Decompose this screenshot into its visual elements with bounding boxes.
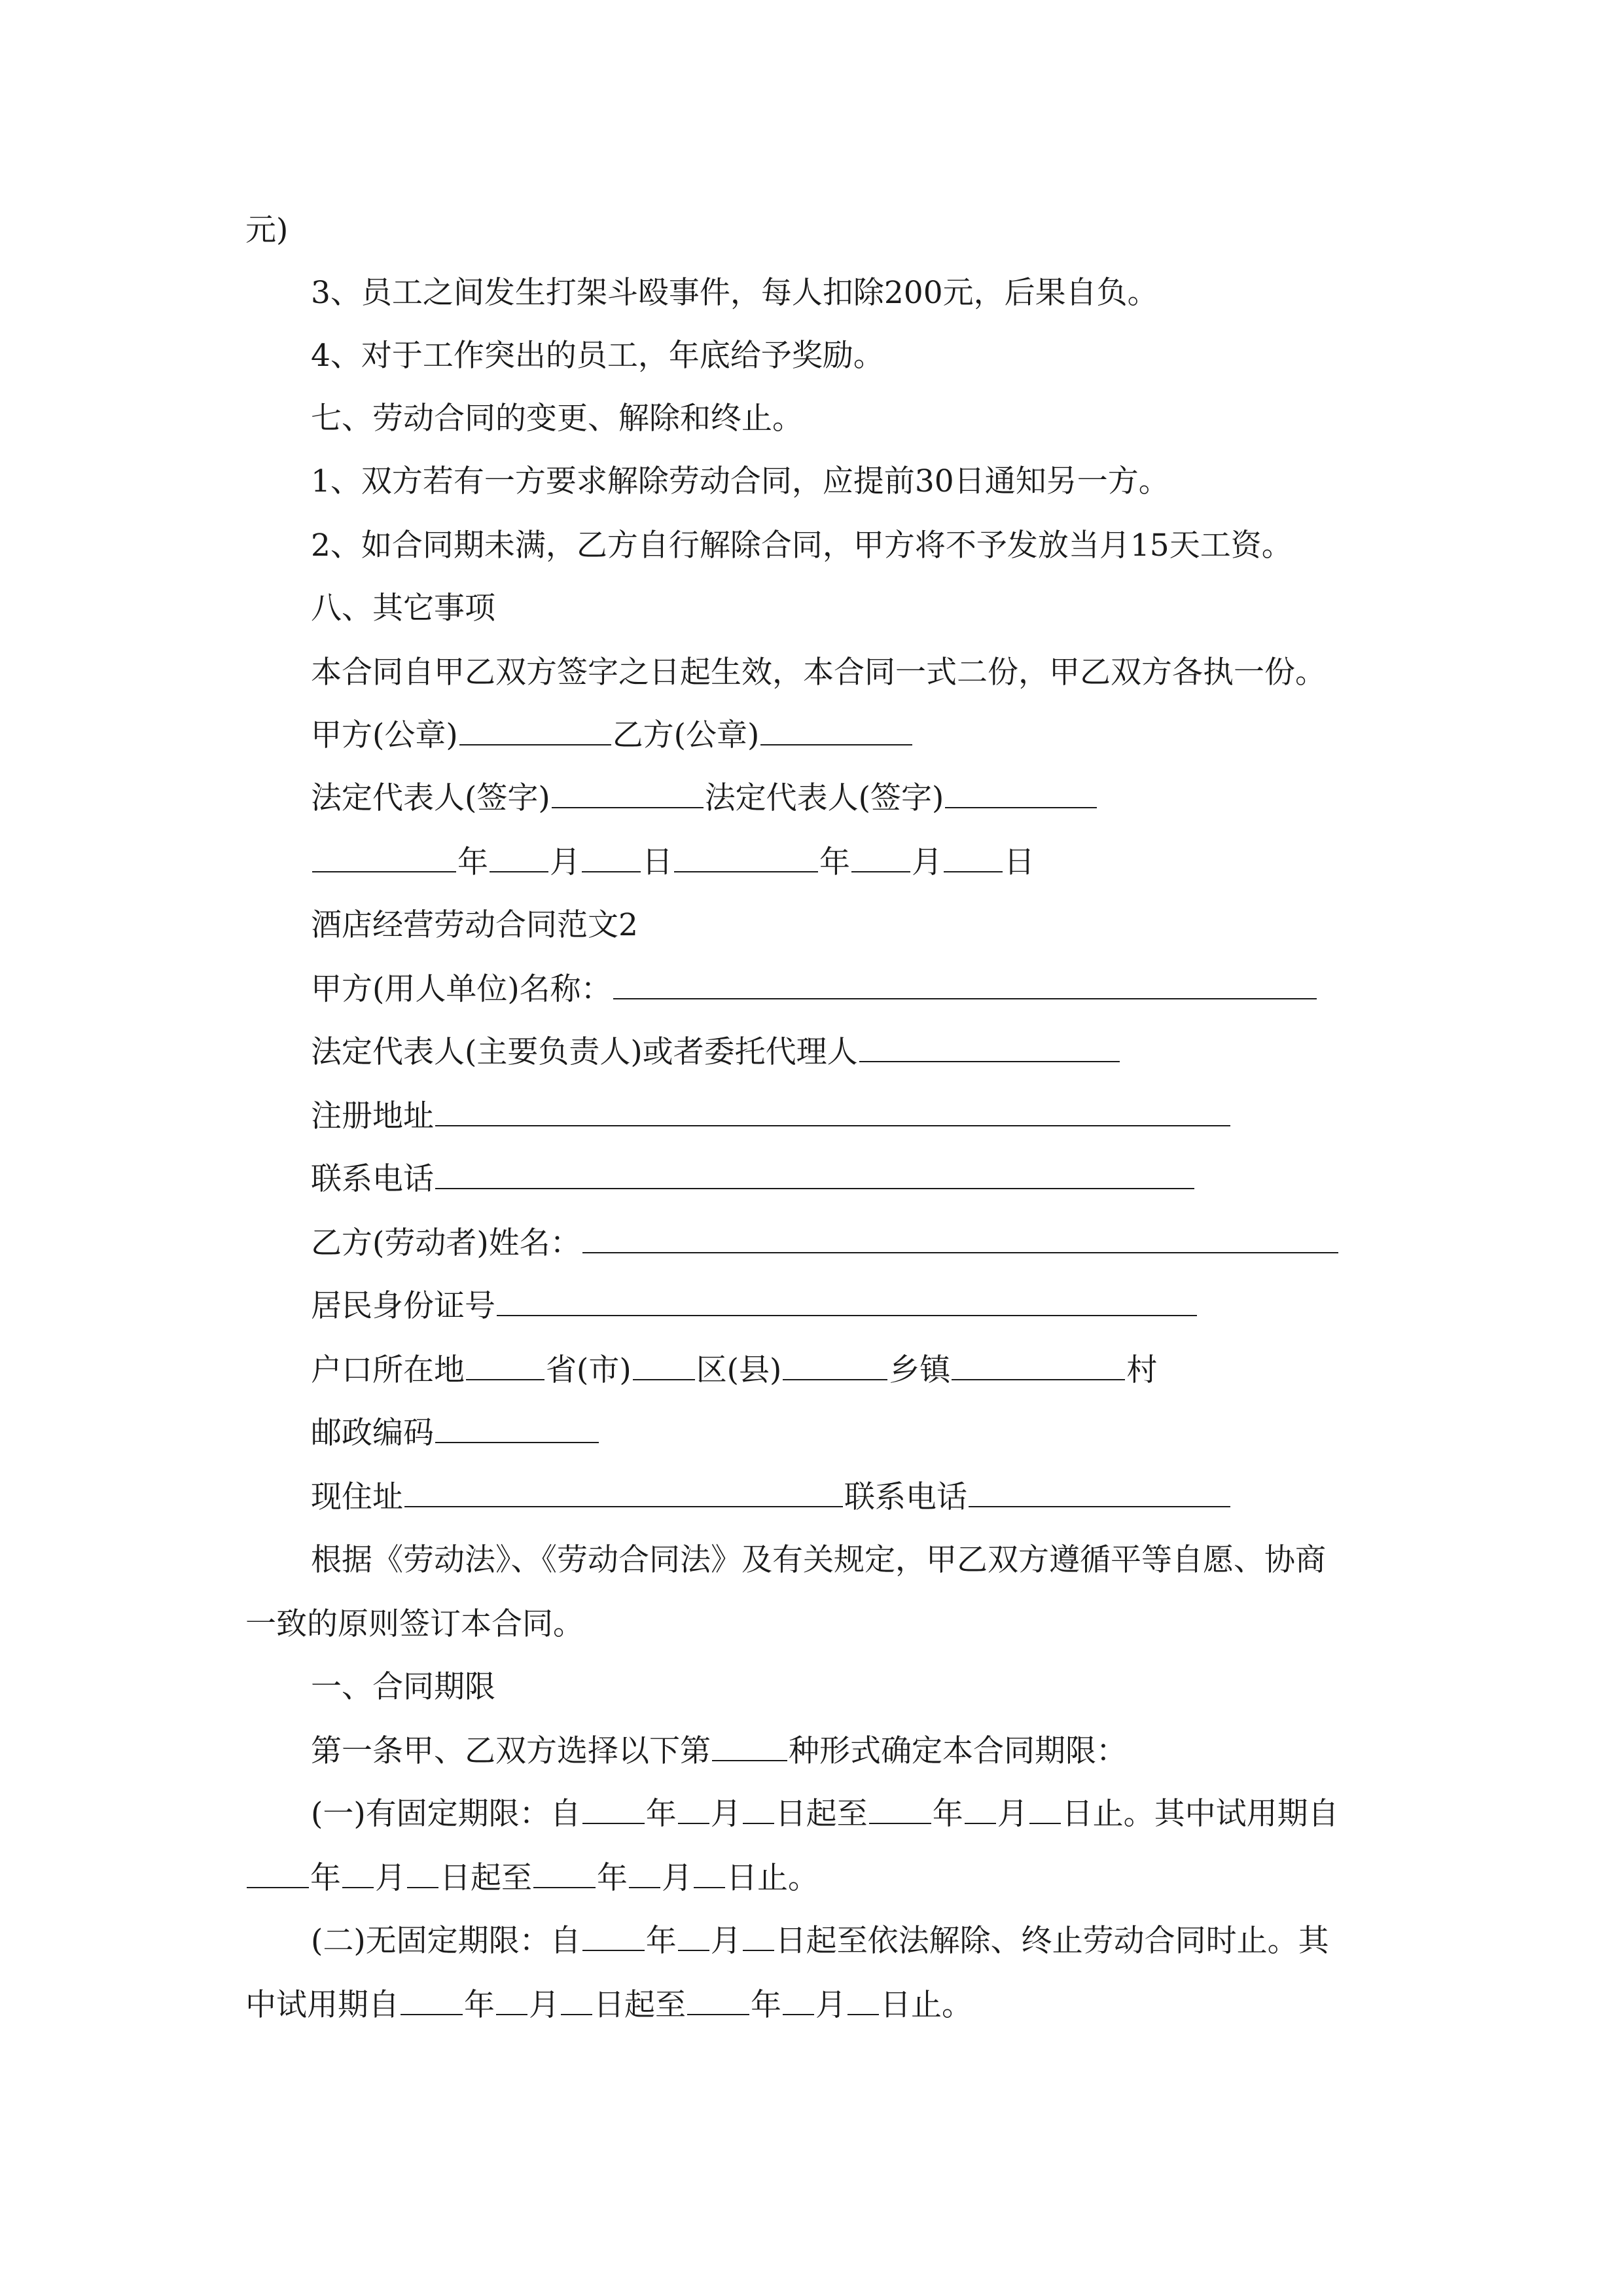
year-blank <box>869 1795 931 1824</box>
month-blank <box>490 844 548 872</box>
employee-name-blank <box>582 1225 1338 1253</box>
phone-blank <box>435 1160 1194 1189</box>
phone2-blank <box>969 1479 1230 1507</box>
party-a-seal-blank <box>459 717 611 745</box>
start-to-label: 日起至 <box>775 1796 868 1832</box>
registered-address-label: 注册地址 <box>311 1098 434 1134</box>
legal-rep-agent-label: 法定代表人(主要负责人)或者委托代理人 <box>311 1034 858 1070</box>
day-blank <box>561 1986 592 2015</box>
day-blank <box>582 844 641 872</box>
day-label: 日 <box>642 844 673 880</box>
village-label: 村 <box>1126 1352 1158 1388</box>
probation-prefix: 中试用期自 <box>245 1987 399 2023</box>
postal-code-field <box>311 1414 600 1453</box>
section-heading: 八、其它事项 <box>311 590 495 626</box>
month-blank <box>678 1795 709 1824</box>
township-blank <box>783 1352 887 1380</box>
until-label: 日止。 <box>880 1987 972 2023</box>
day-blank <box>407 1859 438 1888</box>
seal-line <box>311 716 914 755</box>
party-b-seal-blank <box>760 717 912 745</box>
year-blank <box>687 1986 749 2015</box>
text-line: 2、如合同期未满，乙方自行解除合同，甲方将不予发放当月15天工资。 <box>311 528 1293 564</box>
employer-name-field <box>311 970 1318 1009</box>
document-title: 酒店经营劳动合同范文2 <box>311 907 638 943</box>
month-label: 月 <box>662 1860 692 1896</box>
unfixed-term-label: (二)无固定期限：自 <box>311 1923 581 1959</box>
month-blank <box>496 1986 527 2015</box>
until-label: 日止。 <box>726 1860 819 1896</box>
id-number-blank <box>497 1287 1197 1316</box>
article1-line <box>311 1732 1127 1771</box>
year-blank <box>533 1859 596 1888</box>
year-blank <box>582 1795 645 1824</box>
province-blank <box>466 1352 544 1380</box>
township-label: 乡镇 <box>889 1352 951 1388</box>
text-line: 本合同自甲乙双方签字之日起生效，本合同一式二份，甲乙双方各执一份。 <box>311 655 1326 691</box>
month-blank <box>629 1859 660 1888</box>
village-blank <box>952 1352 1125 1380</box>
phone-label: 联系电话 <box>311 1161 434 1197</box>
month-blank <box>678 1922 709 1951</box>
text-line: 一致的原则签订本合同。 <box>245 1606 584 1642</box>
day-blank <box>1029 1795 1061 1824</box>
article1-text: 第一条甲、乙双方选择以下第 <box>311 1733 711 1769</box>
legal-rep-agent-blank <box>859 1033 1120 1062</box>
month-label: 月 <box>710 1796 741 1832</box>
registered-address-field <box>311 1097 1232 1136</box>
employee-name-field <box>311 1224 1340 1263</box>
legal-rep-a-blank <box>552 780 704 808</box>
month-blank <box>783 1986 814 2015</box>
month-label: 月 <box>710 1923 741 1959</box>
legal-rep-b-label: 法定代表人(签字) <box>704 780 944 816</box>
fixed-term-label: (一)有固定期限：自 <box>311 1796 581 1832</box>
month-blank <box>342 1859 374 1888</box>
month-blank <box>851 844 910 872</box>
phone2-label: 联系电话 <box>844 1479 967 1515</box>
day-blank <box>944 844 1003 872</box>
day-blank <box>847 1986 879 2015</box>
fixed-term-line <box>311 1795 1339 1834</box>
month-label: 月 <box>912 844 942 880</box>
year-label: 年 <box>464 1987 495 2023</box>
month-label: 月 <box>997 1796 1028 1832</box>
party-a-seal-label: 甲方(公章) <box>311 717 458 753</box>
year-label: 年 <box>932 1796 963 1832</box>
registered-address-blank <box>435 1098 1230 1126</box>
legal-rep-agent-field <box>311 1033 1121 1072</box>
month-blank <box>965 1795 996 1824</box>
district-blank <box>633 1352 695 1380</box>
text-line: 4、对于工作突出的员工，年底给予奖励。 <box>311 338 884 374</box>
text-line: 1、双方若有一方要求解除劳动合同，应提前30日通知另一方。 <box>311 463 1169 499</box>
start-to-label: 日起至 <box>594 1987 686 2023</box>
phone-field <box>311 1160 1196 1199</box>
current-address-label: 现住址 <box>311 1479 403 1515</box>
party-b-seal-label: 乙方(公章) <box>612 717 760 753</box>
household-field <box>311 1351 1157 1390</box>
year-label: 年 <box>457 844 488 880</box>
form-choice-blank <box>712 1732 787 1761</box>
year-label: 年 <box>310 1860 341 1896</box>
month-label: 月 <box>550 844 580 880</box>
day-label: 日 <box>1004 844 1035 880</box>
start-to-label: 日起至 <box>440 1860 532 1896</box>
employer-name-blank <box>613 971 1317 999</box>
year-label: 年 <box>597 1860 628 1896</box>
year-label: 年 <box>819 844 850 880</box>
year-blank <box>401 1986 463 2015</box>
year-label: 年 <box>645 1923 677 1959</box>
fixed-term-probation-line <box>245 1859 819 1898</box>
section-heading: 一、合同期限 <box>311 1669 495 1705</box>
year-label: 年 <box>645 1796 677 1832</box>
year-blank <box>582 1922 645 1951</box>
postal-code-label: 邮政编码 <box>311 1415 434 1451</box>
year-blank <box>247 1859 309 1888</box>
unfixed-term-line <box>311 1922 1329 1961</box>
legal-rep-line <box>311 779 1098 818</box>
employee-name-label: 乙方(劳动者)姓名： <box>311 1225 581 1261</box>
article1-text: 种形式确定本合同期限： <box>789 1733 1127 1769</box>
text-line: 3、员工之间发生打架斗殴事件，每人扣除200元，后果自负。 <box>311 275 1158 311</box>
legal-rep-a-label: 法定代表人(签字) <box>311 780 550 816</box>
day-blank <box>743 1795 774 1824</box>
year-blank <box>674 844 818 872</box>
date-line <box>311 843 1035 882</box>
current-address-field <box>311 1478 1232 1517</box>
probation-prefix: 其中试用期自 <box>1154 1796 1339 1832</box>
province-label: 省(市) <box>546 1352 632 1388</box>
postal-code-blank <box>435 1414 599 1443</box>
unfixed-term-text: 日起至依法解除、终止劳动合同时止。其 <box>775 1923 1329 1959</box>
household-label: 户口所在地 <box>311 1352 465 1388</box>
day-blank <box>743 1922 774 1951</box>
text-line: 元) <box>245 212 289 248</box>
year-blank <box>312 844 456 872</box>
text-line: 根据《劳动法》、《劳动合同法》及有关规定，甲乙双方遵循平等自愿、协商 <box>311 1542 1326 1578</box>
current-address-blank <box>404 1479 843 1507</box>
until-label: 日止。 <box>1061 1796 1154 1832</box>
month-label: 月 <box>815 1987 846 2023</box>
id-number-field <box>311 1287 1198 1326</box>
district-label: 区(县) <box>696 1352 782 1388</box>
year-label: 年 <box>751 1987 781 2023</box>
legal-rep-b-blank <box>945 780 1097 808</box>
month-label: 月 <box>375 1860 406 1896</box>
month-label: 月 <box>529 1987 560 2023</box>
unfixed-term-probation-line <box>245 1986 972 2025</box>
section-heading: 七、劳动合同的变更、解除和终止。 <box>311 401 803 437</box>
day-blank <box>694 1859 725 1888</box>
id-number-label: 居民身份证号 <box>311 1288 495 1324</box>
employer-name-label: 甲方(用人单位)名称： <box>311 971 612 1007</box>
